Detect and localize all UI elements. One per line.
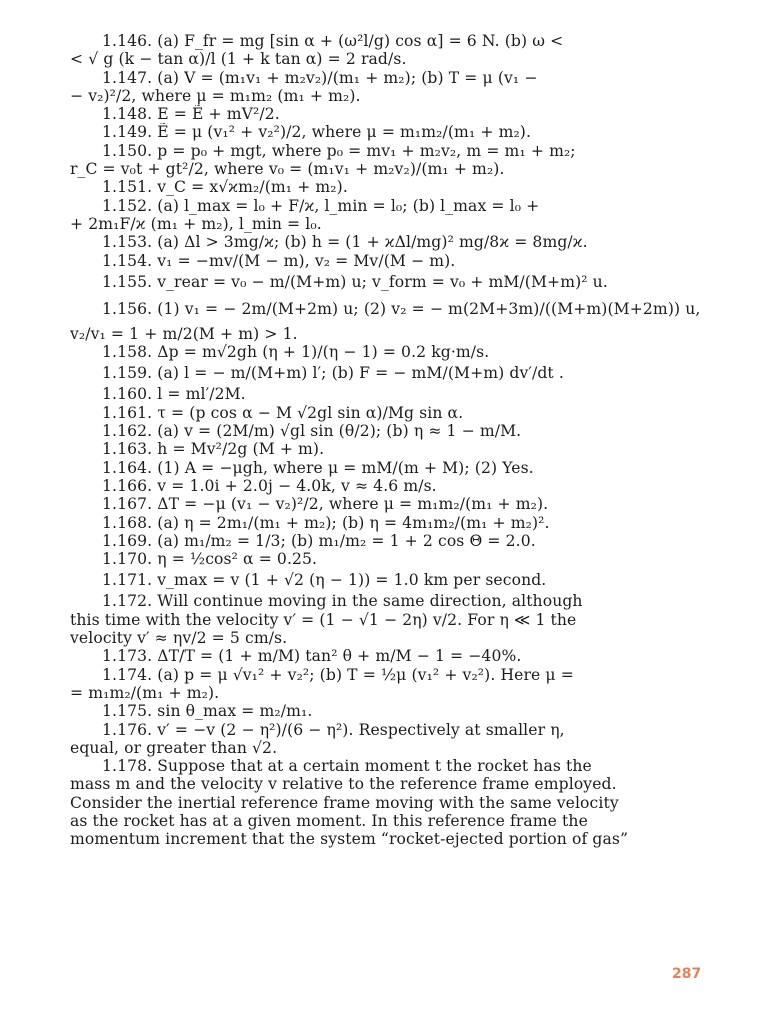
text-line: − v₂)²/2, where μ = m₁m₂ (m₁ + m₂). — [70, 86, 361, 105]
text-line: 1.172. Will continue moving in the same direction, although — [102, 592, 583, 611]
text-line: 1.148. E = Ẽ + mV²/2. — [102, 105, 280, 124]
text-line: = m₁m₂/(m₁ + m₂). — [70, 683, 220, 702]
text-line: r_C = v₀t + gt²/2, where v₀ = (m₁v₁ + m₂v₂)/(m₁ + m₂). — [70, 160, 505, 179]
text-line: momentum increment that the system “rocket-ejected portion of gas” — [70, 830, 629, 849]
text-line: 1.153. (a) Δl > 3mg/ϰ; (b) h = (1 + ϰΔl/mg)² mg/8ϰ = 8mg/ϰ. — [102, 233, 588, 252]
text-line: 1.169. (a) m₁/m₂ = 1/3; (b) m₁/m₂ = 1 + 2 cos Θ = 2.0. — [102, 531, 536, 550]
text-line: 1.147. (a) V = (m₁v₁ + m₂v₂)/(m₁ + m₂); (b) T = μ (v₁ − — [102, 68, 538, 87]
text-line: 1.146. (a) F_fr = mg [sin α + (ω²l/g) cos α] = 6 N. (b) ω < — [102, 32, 564, 50]
text-line: 1.149. Ẽ = μ (v₁² + v₂²)/2, where μ = m₁m₂/(m₁ + m₂). — [102, 123, 532, 142]
text-line: 1.160. l = ml′/2M. — [102, 385, 246, 404]
text-line: 1.167. ΔT = −μ (v₁ − v₂)²/2, where μ = m₁m₂/(m₁ + m₂). — [102, 495, 549, 514]
text-line: 1.154. v₁ = −mv/(M − m), v₂ = Mv/(M − m). — [102, 251, 456, 270]
text-line: 1.158. Δp = m√2gh (η + 1)/(η − 1) = 0.2 kg·m/s. — [102, 343, 490, 362]
text-line: 1.159. (a) l = − m/(M+m) l′; (b) F = − mM/(M+m) dv′/dt . — [102, 364, 564, 383]
text-line: 1.151. v_C = x√ϰm₂/(m₁ + m₂). — [102, 178, 348, 197]
text-line: Consider the inertial reference frame moving with the same velocity — [70, 793, 619, 812]
text-line: v₂/v₁ = 1 + m/2(M + m) > 1. — [70, 324, 298, 343]
text-line: 1.152. (a) l_max = l₀ + F/ϰ, l_min = l₀; (b) l_max = l₀ + — [102, 196, 540, 215]
text-line: equal, or greater than √2. — [70, 738, 278, 757]
text-line: this time with the velocity v′ = (1 − √1 − 2η) v/2. For η ≪ 1 the — [70, 610, 577, 629]
text-line: 1.171. v_max = v (1 + √2 (η − 1)) = 1.0 km per second. — [102, 571, 547, 590]
text-line: 1.175. sin θ_max = m₂/m₁. — [102, 702, 313, 721]
text-line: 1.164. (1) A = −μgh, where μ = mM/(m + M); (2) Yes. — [102, 458, 534, 477]
text-line: 1.163. h = Mv²/2g (M + m). — [102, 440, 325, 459]
answer-text-block — [70, 32, 702, 849]
page-number: 287 — [672, 966, 702, 982]
text-line: velocity v′ ≈ ηv/2 = 5 cm/s. — [70, 629, 288, 648]
text-line: 1.155. v_rear = v₀ − m/(M+m) u; v_form = v₀ + mM/(M+m)² u. — [102, 272, 608, 291]
text-line: 1.168. (a) η = 2m₁/(m₁ + m₂); (b) η = 4m₁m₂/(m₁ + m₂)². — [102, 513, 550, 532]
text-line: 1.173. ΔT/T = (1 + m/M) tan² θ + m/M − 1 = −40%. — [102, 647, 522, 666]
text-line: as the rocket has at a given moment. In this reference frame the — [70, 811, 588, 830]
text-line: 1.170. η = ½cos² α = 0.25. — [102, 550, 318, 569]
text-line: 1.162. (a) v = (2M/m) √gl sin (θ/2); (b) η ≈ 1 − m/M. — [102, 422, 522, 441]
text-line: 1.156. (1) v₁ = − 2m/(M+2m) u; (2) v₂ = − m(2M+3m)/((M+m)(M+2m)) u, — [102, 299, 701, 318]
text-line: mass m and the velocity v relative to the reference frame employed. — [70, 775, 617, 794]
text-line: 1.150. p = p₀ + mgt, where p₀ = mv₁ + m₂v₂, m = m₁ + m₂; — [102, 141, 576, 160]
text-line: 1.178. Suppose that at a certain moment t the rocket has the — [102, 757, 592, 776]
text-line: 1.166. v = 1.0i + 2.0j − 4.0k, v ≈ 4.6 m/s. — [102, 476, 437, 495]
text-line: 1.176. v′ = −v (2 − η²)/(6 − η²). Respectively at smaller η, — [102, 720, 565, 739]
text-line: + 2m₁F/ϰ (m₁ + m₂), l_min = l₀. — [70, 214, 322, 233]
text-line: 1.161. τ = (p cos α − M √2gl sin α)/Mg sin α. — [102, 403, 464, 422]
text-line: 1.174. (a) p = μ √v₁² + v₂²; (b) T = ½μ (v₁² + v₂²). Here μ = — [102, 665, 574, 684]
text-line: < √ g (k − tan α)/l (1 + k tan α) = 2 rad/s. — [70, 50, 407, 69]
